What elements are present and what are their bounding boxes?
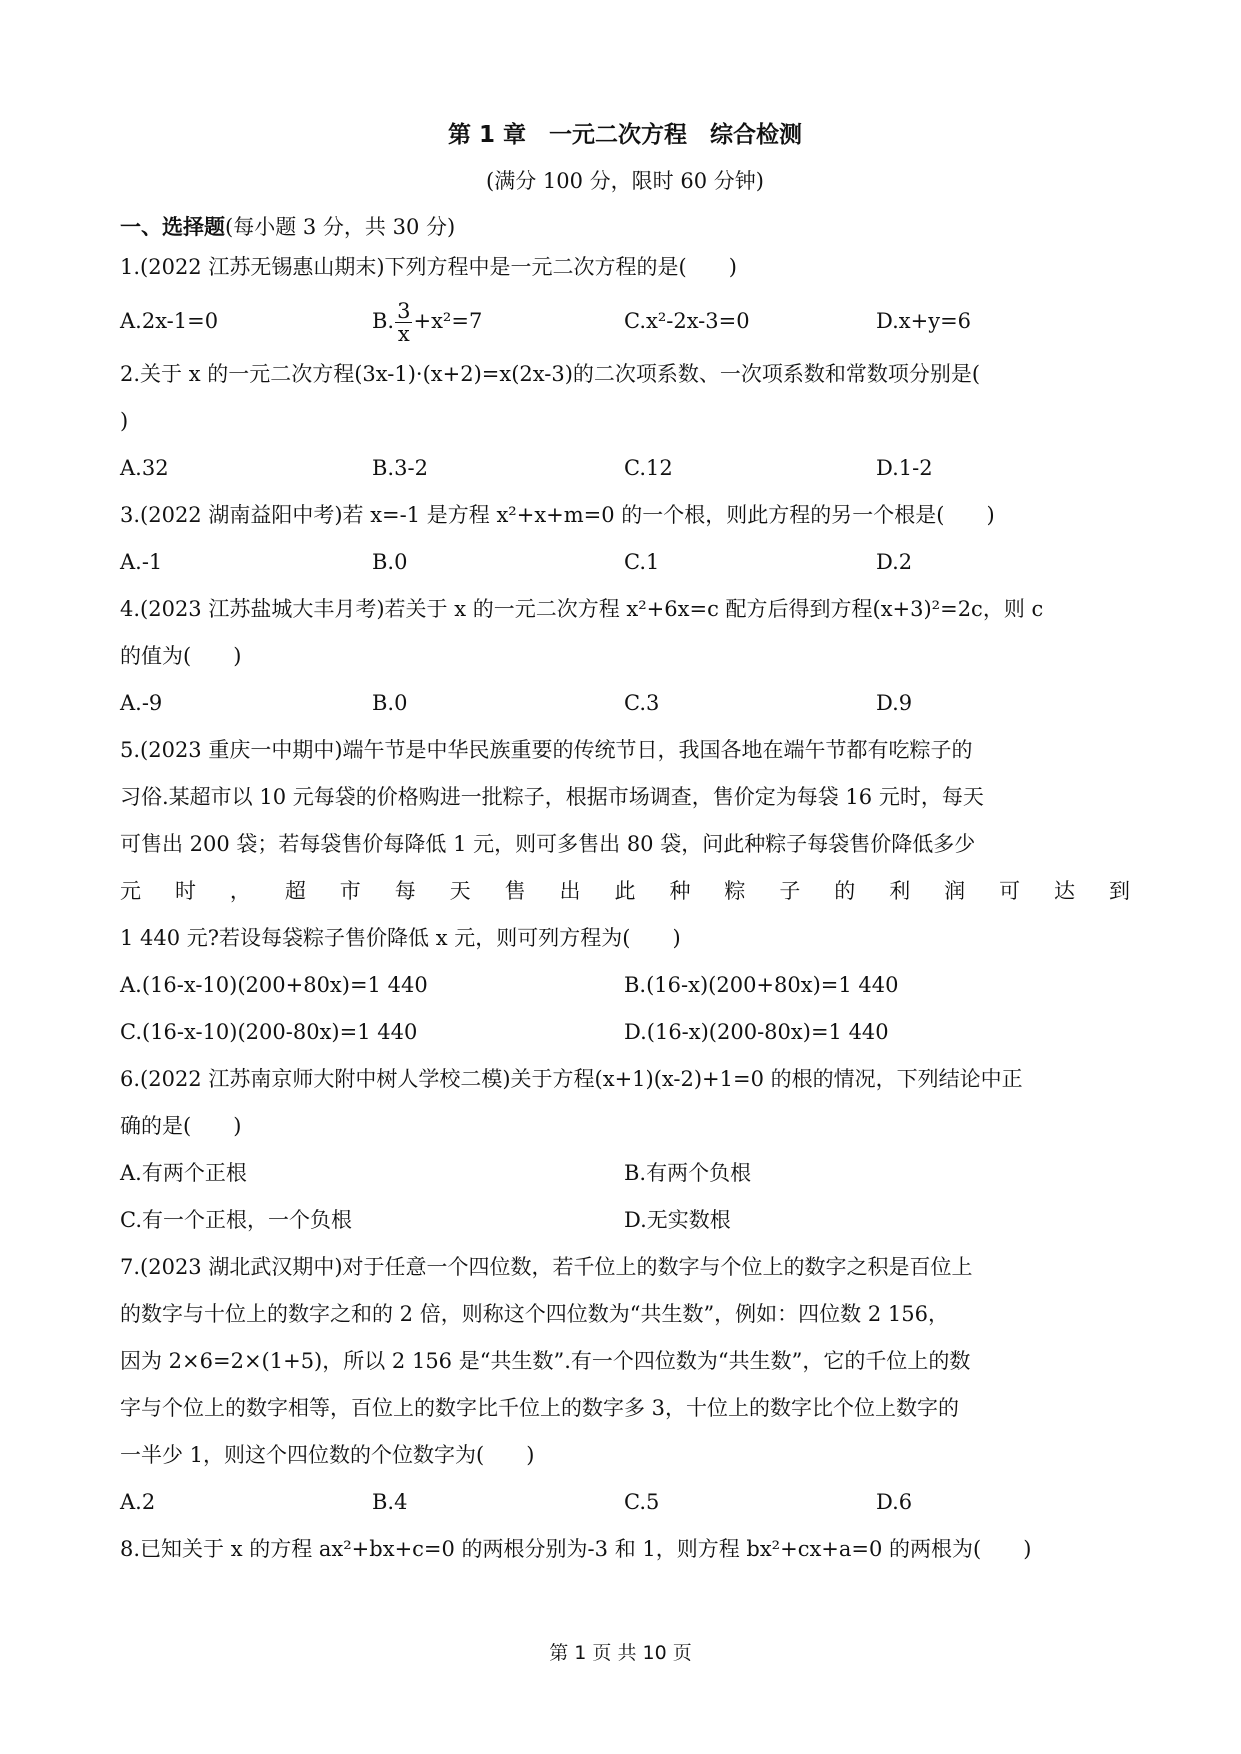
section-header bbox=[120, 210, 1130, 244]
page-subtitle: (满分 100 分，限时 60 分钟) bbox=[486, 169, 764, 193]
option-d: D.1-2 bbox=[876, 456, 933, 480]
option-c: C.3 bbox=[624, 691, 660, 715]
question-8 bbox=[120, 1526, 1130, 1573]
option-c: C.12 bbox=[624, 456, 673, 480]
question-stem-cont: 一半少 1，则这个四位数的个位数字为( ) bbox=[120, 1443, 535, 1467]
section-note: (每小题 3 分，共 30 分) bbox=[225, 215, 456, 239]
question-7-options bbox=[120, 1479, 1130, 1526]
option-d: D.2 bbox=[876, 550, 913, 574]
option-b: B.4 bbox=[372, 1490, 408, 1514]
question-stem-cont: 的值为( ) bbox=[120, 644, 242, 668]
question-7 bbox=[120, 1244, 1130, 1479]
question-5-options-row-1 bbox=[120, 962, 1130, 1009]
question-stem: 4.(2023 江苏盐城大丰月考)若关于 x 的一元二次方程 x²+6x=c 配方后得到方程(x+3)²=2c，则 c bbox=[120, 597, 1044, 621]
question-3 bbox=[120, 492, 1130, 539]
question-stem: 7.(2023 湖北武汉期中)对于任意一个四位数，若千位上的数字与个位上的数字之积是百位上 bbox=[120, 1255, 973, 1279]
question-stem: 6.(2022 江苏南京师大附中树人学校二模)关于方程(x+1)(x-2)+1=0 的根的情况，下列结论中正 bbox=[120, 1067, 1023, 1091]
section-label: 一、选择题 bbox=[120, 215, 225, 239]
option-d: D.x+y=6 bbox=[876, 309, 972, 333]
question-stem-cont: 1 440 元?若设每袋粽子售价降低 x 元，则可列方程为( ) bbox=[120, 926, 681, 950]
question-5 bbox=[120, 727, 1130, 962]
question-stem: 8.已知关于 x 的方程 ax²+bx+c=0 的两根分别为-3 和 1，则方程 bx²+cx+a=0 的两根为( ) bbox=[120, 1537, 1032, 1561]
question-5-options-row-2 bbox=[120, 1009, 1130, 1056]
page-title: 第 1 章 一元二次方程 综合检测 bbox=[447, 122, 803, 148]
option-c: C.5 bbox=[624, 1490, 660, 1514]
document-page bbox=[120, 118, 1130, 1573]
question-6 bbox=[120, 1056, 1130, 1150]
option-b: B.0 bbox=[372, 550, 408, 574]
option-c: C.1 bbox=[624, 550, 660, 574]
question-2-options bbox=[120, 445, 1130, 492]
option-a: A.2 bbox=[120, 1490, 156, 1514]
fraction: $\frac{3}{x}$ bbox=[397, 299, 411, 346]
option-b: B.3-2 bbox=[372, 456, 428, 480]
question-stem: 2.关于 x 的一元二次方程(3x-1)·(x+2)=x(2x-3)的二次项系数、一次项系数和常数项分别是( bbox=[120, 362, 981, 386]
question-stem: 3.(2022 湖南益阳中考)若 x=-1 是方程 x²+x+m=0 的一个根，则此方程的另一个根是( ) bbox=[120, 503, 995, 527]
question-stem-cont: 的数字与十位上的数字之和的 2 倍，则称这个四位数为“共生数”，例如：四位数 2 156， bbox=[120, 1302, 949, 1326]
option-b: B.有两个负根 bbox=[624, 1161, 752, 1185]
option-b: B. $\frac{3}{x}$ +x²=7 bbox=[372, 299, 483, 346]
option-c: C.x²-2x-3=0 bbox=[624, 309, 750, 333]
question-6-options-row-1 bbox=[120, 1150, 1130, 1197]
option-d: D.6 bbox=[876, 1490, 913, 1514]
option-a: A.32 bbox=[120, 456, 169, 480]
question-1 bbox=[120, 244, 1130, 291]
option-d: D.无实数根 bbox=[624, 1208, 731, 1232]
question-4-options bbox=[120, 680, 1130, 727]
question-stem-cont: 因为 2×6=2×(1+5)，所以 2 156 是“共生数”.有一个四位数为“共生数”，它的千位上的数 bbox=[120, 1349, 971, 1373]
question-4 bbox=[120, 586, 1130, 680]
option-b: B.(16-x)(200+80x)=1 440 bbox=[624, 973, 899, 997]
option-b: B.0 bbox=[372, 691, 408, 715]
question-stem-cont: 元时，超市每天售出此种粽子的利润可达到 bbox=[120, 879, 1130, 903]
question-1-options bbox=[120, 291, 1130, 351]
question-stem-cont: ) bbox=[120, 409, 129, 433]
option-a: A.有两个正根 bbox=[120, 1161, 247, 1185]
option-d: D.(16-x)(200-80x)=1 440 bbox=[624, 1020, 889, 1044]
question-stem-cont: 可售出 200 袋；若每袋售价每降低 1 元，则可多售出 80 袋，问此种粽子每袋售价降低多少 bbox=[120, 832, 976, 856]
question-2 bbox=[120, 351, 1130, 445]
question-stem-cont: 习俗.某超市以 10 元每袋的价格购进一批粽子，根据市场调查，售价定为每袋 16 元时，每天 bbox=[120, 785, 984, 809]
question-6-options-row-2 bbox=[120, 1197, 1130, 1244]
question-stem: 1.(2022 江苏无锡惠山期末)下列方程中是一元二次方程的是( ) bbox=[120, 255, 737, 279]
option-a: A.-9 bbox=[120, 691, 163, 715]
option-c: C.(16-x-10)(200-80x)=1 440 bbox=[120, 1020, 418, 1044]
option-a: A.(16-x-10)(200+80x)=1 440 bbox=[120, 973, 428, 997]
question-stem-cont: 确的是( ) bbox=[120, 1114, 242, 1138]
question-stem-cont: 字与个位上的数字相等，百位上的数字比千位上的数字多 3，十位上的数字比个位上数字的 bbox=[120, 1396, 960, 1420]
option-a: A.-1 bbox=[120, 550, 163, 574]
option-a: A.2x-1=0 bbox=[120, 309, 219, 333]
option-d: D.9 bbox=[876, 691, 913, 715]
page-footer: 第 1 页 共 10 页 bbox=[549, 1642, 692, 1664]
question-3-options bbox=[120, 539, 1130, 586]
option-c: C.有一个正根，一个负根 bbox=[120, 1208, 352, 1232]
question-stem: 5.(2023 重庆一中期中)端午节是中华民族重要的传统节日，我国各地在端午节都有吃粽子的 bbox=[120, 738, 973, 762]
